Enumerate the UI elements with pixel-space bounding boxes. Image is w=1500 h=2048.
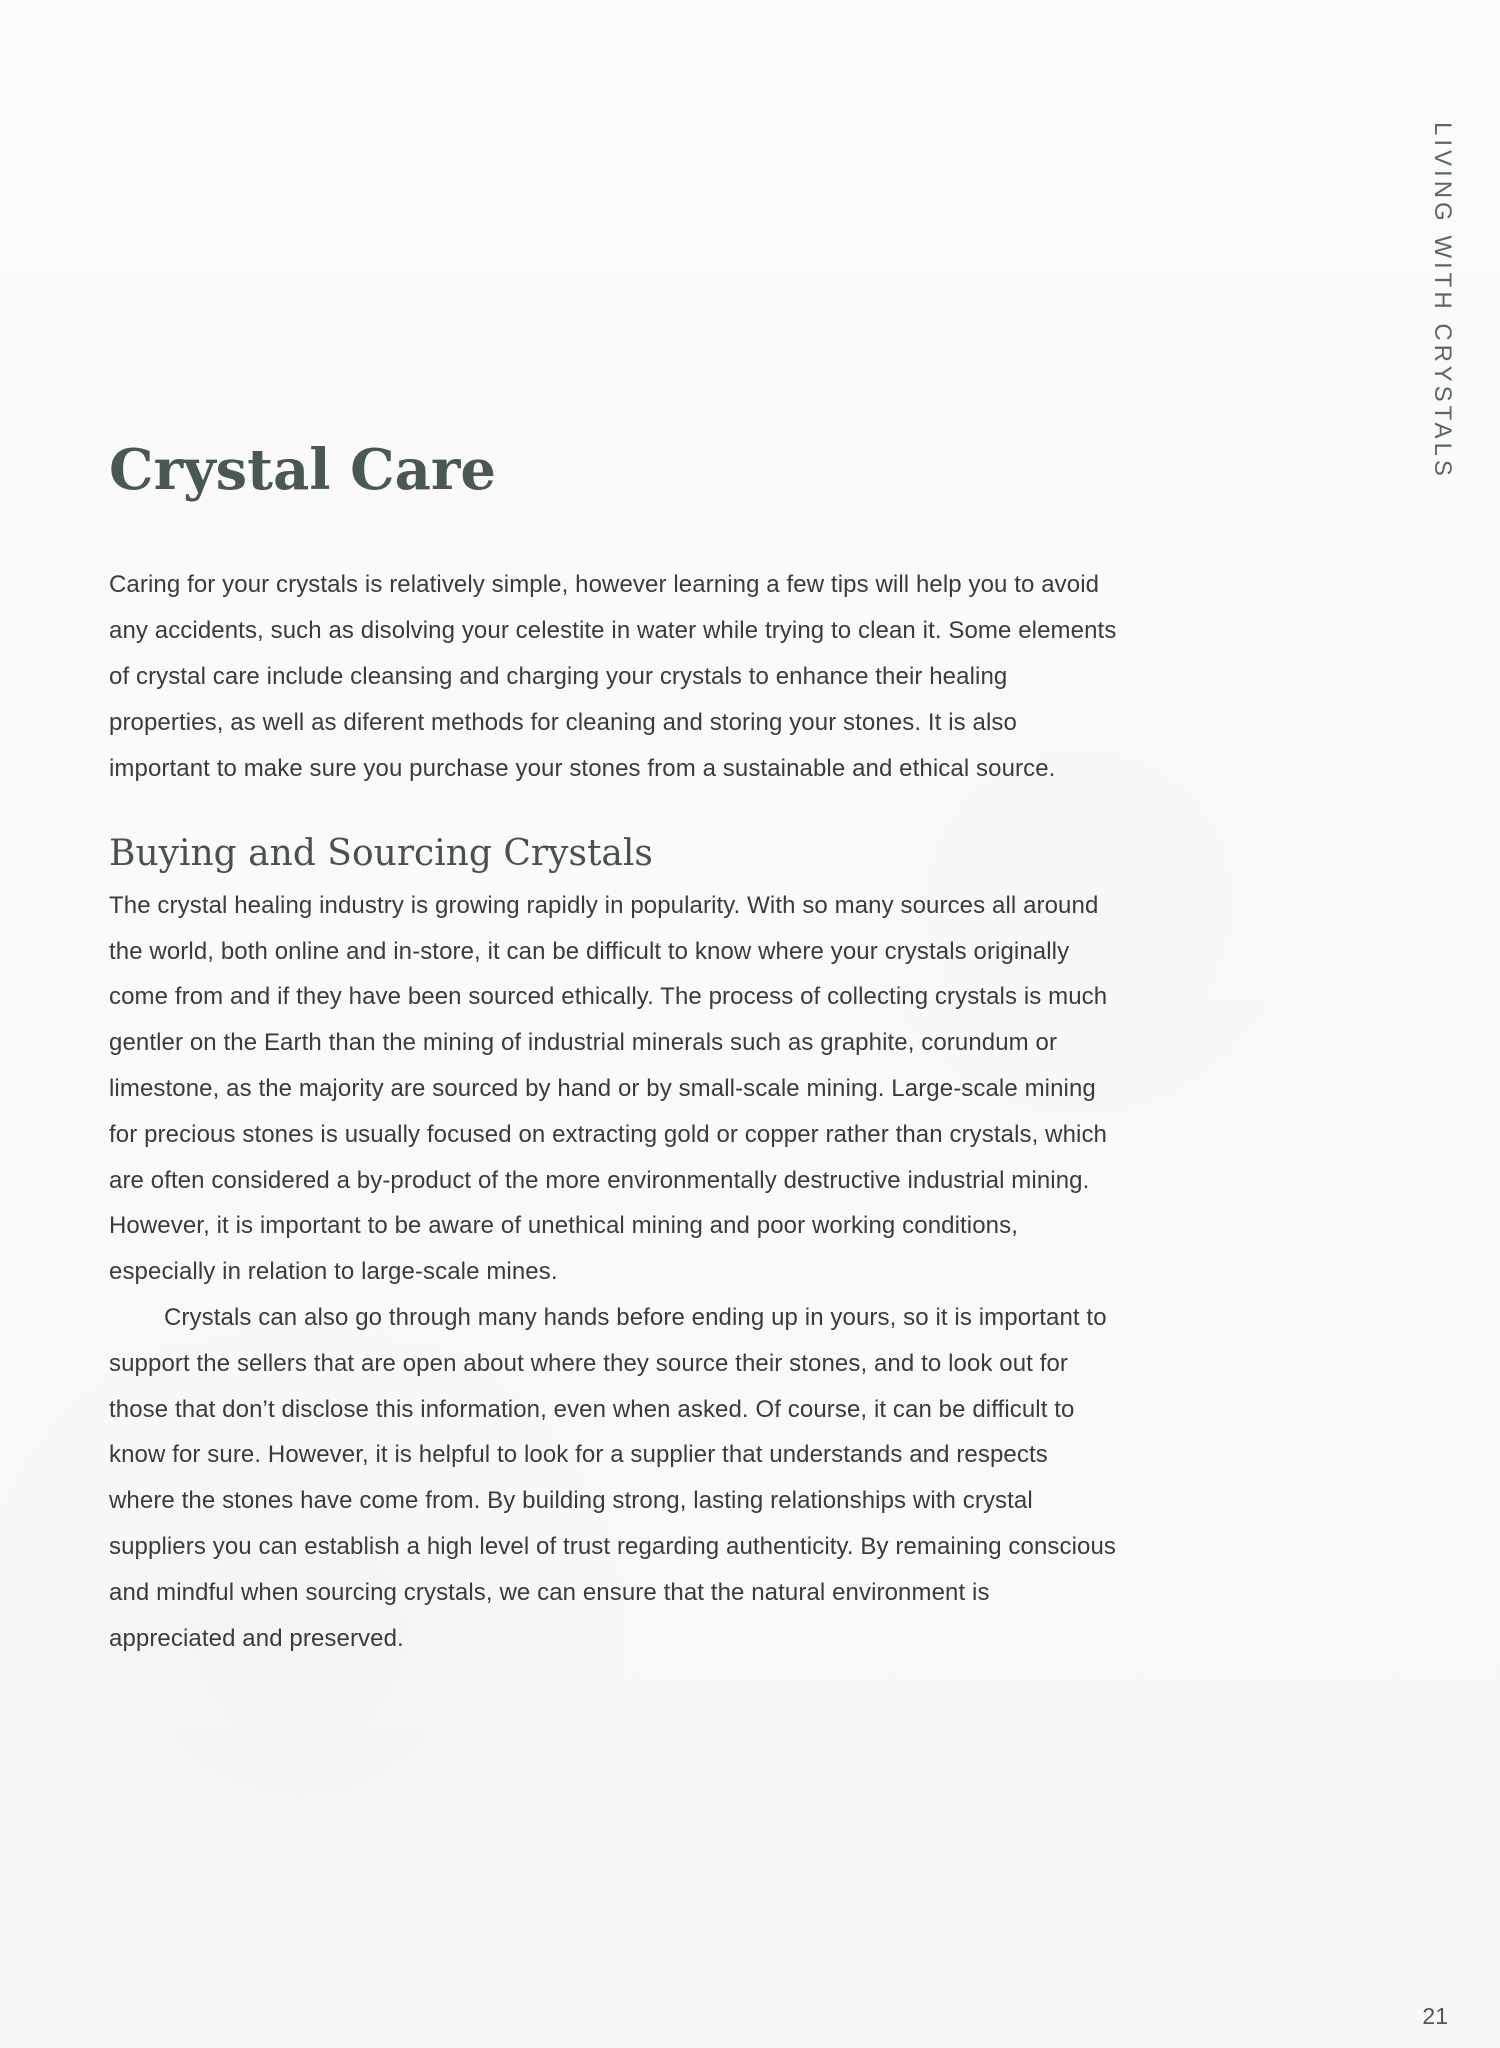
section-title: Buying and Sourcing Crystals [109,833,653,875]
section-paragraph-1: The crystal healing industry is growing rapidly in popularity. With so many sources all around the world, both online and in-store, it can be difficult to know where your crystals originally come from and if they have been sourced ethically. The process of collecting crystals is much gentler on the Earth than the mining of industrial minerals such as graphite, corundum or limestone, as the majority are sourced by hand or by small-scale mining. Large-scale mining for precious stones is usually focused on extracting gold or copper rather than crystals, which are often considered a by-product of the more environmentally destructive industrial mining. However, it is important to be aware of unethical mining and poor working conditions, especially in relation to large-scale mines. [109,891,1108,1286]
section-paragraph-2: Crystals can also go through many hands before ending up in yours, so it is important to support the sellers that are open about where they source their stones, and to look out for those that don’t disclose this information, even when asked. Of course, it can be difficult to know for sure. However, it is helpful to look for a supplier that understands and respects where the stones have come from. By building strong, lasting relationships with crystal suppliers you can establish a high level of trust regarding authenticity. By remaining conscious and mindful when sourcing crystals, we can ensure that the natural environment is appreciated and preserved. [109,1303,1117,1652]
page-number: 21 [1422,2003,1448,2029]
page-content [109,438,1119,1661]
intro-paragraph: Caring for your crystals is relatively simple, however learning a few tips will help you to avoid any accidents, such as disolving your celestite in water while trying to clean it. Some elements of crystal care include cleansing and charging your crystals to enhance their healing properties, as well as diferent methods for cleaning and storing your stones. It is also important to make sure you purchase your stones from a sustainable and ethical source. [109,571,1117,782]
page-title: Crystal Care [109,437,497,503]
chapter-side-title: LIVING WITH CRYSTALS [1429,122,1456,480]
